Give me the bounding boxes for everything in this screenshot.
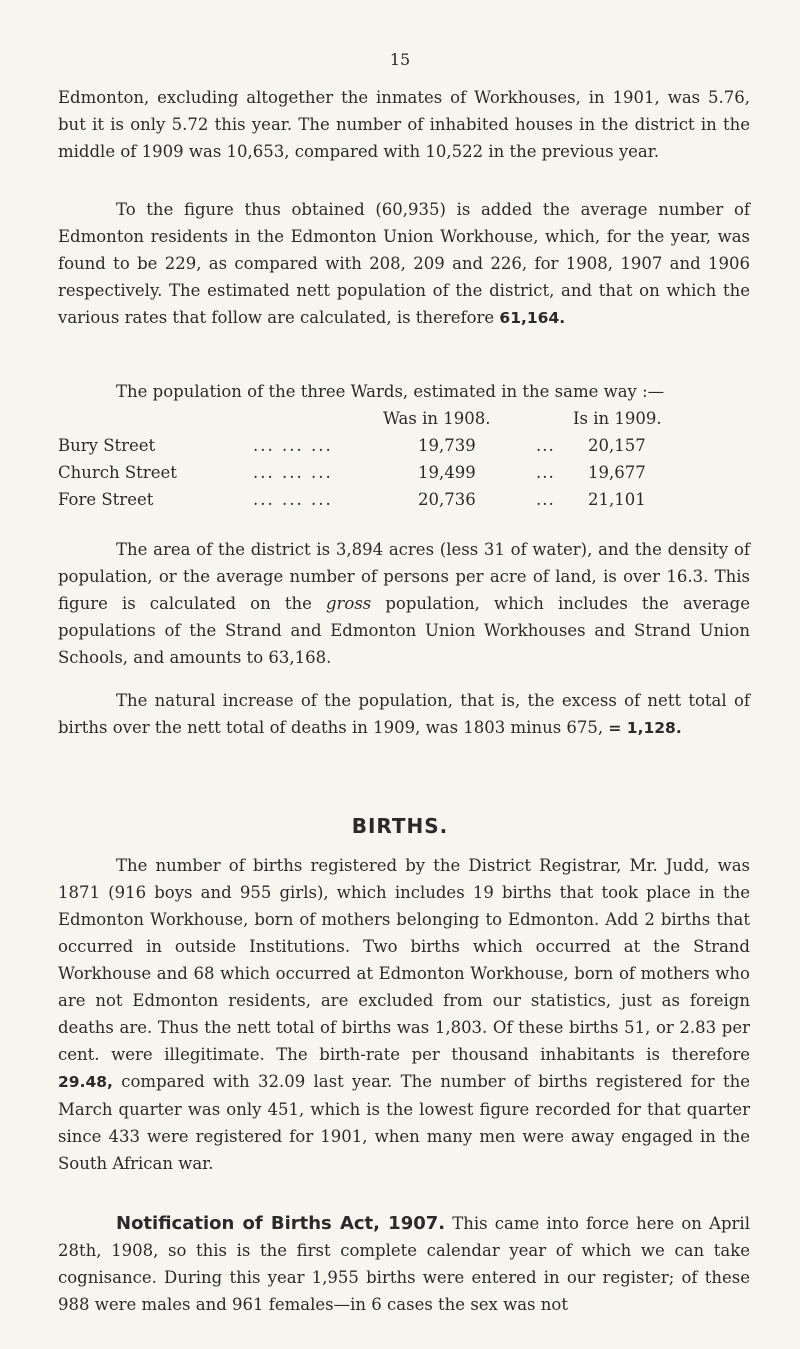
leader-dots: ... ... ... [253, 490, 333, 509]
emphasis-text: gross [325, 594, 372, 613]
birth-rate-value: 29.48, [58, 1073, 113, 1091]
column-header-1908: Was in 1908. [383, 409, 491, 428]
page-number: 15 [389, 50, 411, 69]
leader-dots: ... ... ... [253, 436, 333, 455]
table-row [58, 490, 750, 517]
natural-increase-value: = 1,128. [608, 719, 682, 737]
ward-value-1908: 19,739 [418, 436, 476, 455]
ward-value-1909: 19,677 [588, 463, 646, 482]
leader-dots: ... [536, 436, 555, 455]
ward-value-1908: 19,499 [418, 463, 476, 482]
paragraph-text: The number of births registered by the District Registrar, Mr. Judd, was 1871 (916 boys and 955 girls), which includes 19 births that took place in the Edmonton Workhouse, born of mothers belonging to Edmonton. Add 2 births that occurred in outside Institutions. Two births which occurred at the Strand Workhouse and 68 which occurred at Edmonton Workhouse, born of mothers who are not Edmonton residents, are excluded from our statistics, just as foreign deaths are. Thus the nett total of births was 1,803. Of these births 51, or 2.83 per cent. were illegitimate. The birth-rate per thousand inhabitants is therefore [58, 856, 750, 1064]
wards-intro: The population of the three Wards, estimated in the same way :— [116, 382, 665, 401]
paragraph-population [58, 196, 750, 332]
column-header-1909: Is in 1909. [573, 409, 662, 428]
section-heading-births: BIRTHS. [351, 814, 449, 838]
paragraph-notification [58, 1210, 750, 1318]
paragraph-area [58, 536, 750, 671]
paragraph-text: population, which includes the average populations of the Strand and Edmonton Union Workhouses and Strand Union Schools, and amounts to 63,168. [58, 594, 750, 667]
paragraph-intro [58, 84, 750, 165]
paragraph-births [58, 852, 750, 1177]
notification-act-title: Notification of Births Act, 1907. [116, 1213, 446, 1234]
ward-value-1909: 21,101 [588, 490, 646, 509]
leader-dots: ... ... ... [253, 463, 333, 482]
paragraph-text: compared with 32.09 last year. The number of births registered for the March quarter was only 451, which is the lowest figure recorded for that quarter since 433 were registered for 1901, when many men were away engaged in the South African war. [58, 1072, 751, 1173]
leader-dots: ... [536, 463, 555, 482]
table-row [58, 463, 750, 490]
paragraph-text: This came into force here on April 28th, 1908, so this is the first complete calendar year of which we can take cognisance. During this year 1,955 births were entered in our register; of these 988 were males and 961 females—in 6 cases the sex was not [58, 1214, 750, 1314]
paragraph-natural-increase [58, 687, 750, 742]
ward-name: Fore Street [58, 490, 154, 509]
estimated-population-value: 61,164. [499, 309, 566, 327]
ward-name: Church Street [58, 463, 177, 482]
ward-value-1908: 20,736 [418, 490, 476, 509]
leader-dots: ... [536, 490, 555, 509]
ward-name: Bury Street [58, 436, 156, 455]
ward-value-1909: 20,157 [588, 436, 646, 455]
paragraph-text: The natural increase of the population, that is, the excess of nett total of births over the nett total of deaths in 1909, was 1803 minus 675, [58, 691, 750, 737]
paragraph-text: Edmonton, excluding altogether the inmates of Workhouses, in 1901, was 5.76, but it is only 5.72 this year. The number of inhabited houses in the district in the middle of 1909 was 10,653, compared with 10,522 in the previous year. [58, 88, 750, 161]
paragraph-text: To the figure thus obtained (60,935) is added the average number of Edmonton residents in the Edmonton Union Workhouse, which, for the year, was found to be 229, as compared with 208, 209 and 226, for 1908, 1907 and 1906 respectively. The estimated nett population of the district, and that on which the various rates that follow are calculated, is therefore [58, 200, 750, 327]
paragraph-text: The area of the district is 3,894 acres (less 31 of water), and the density of population, or the average number of persons per acre of land, is over 16.3. This figure is calculated on the [58, 540, 750, 613]
table-row [58, 436, 750, 463]
